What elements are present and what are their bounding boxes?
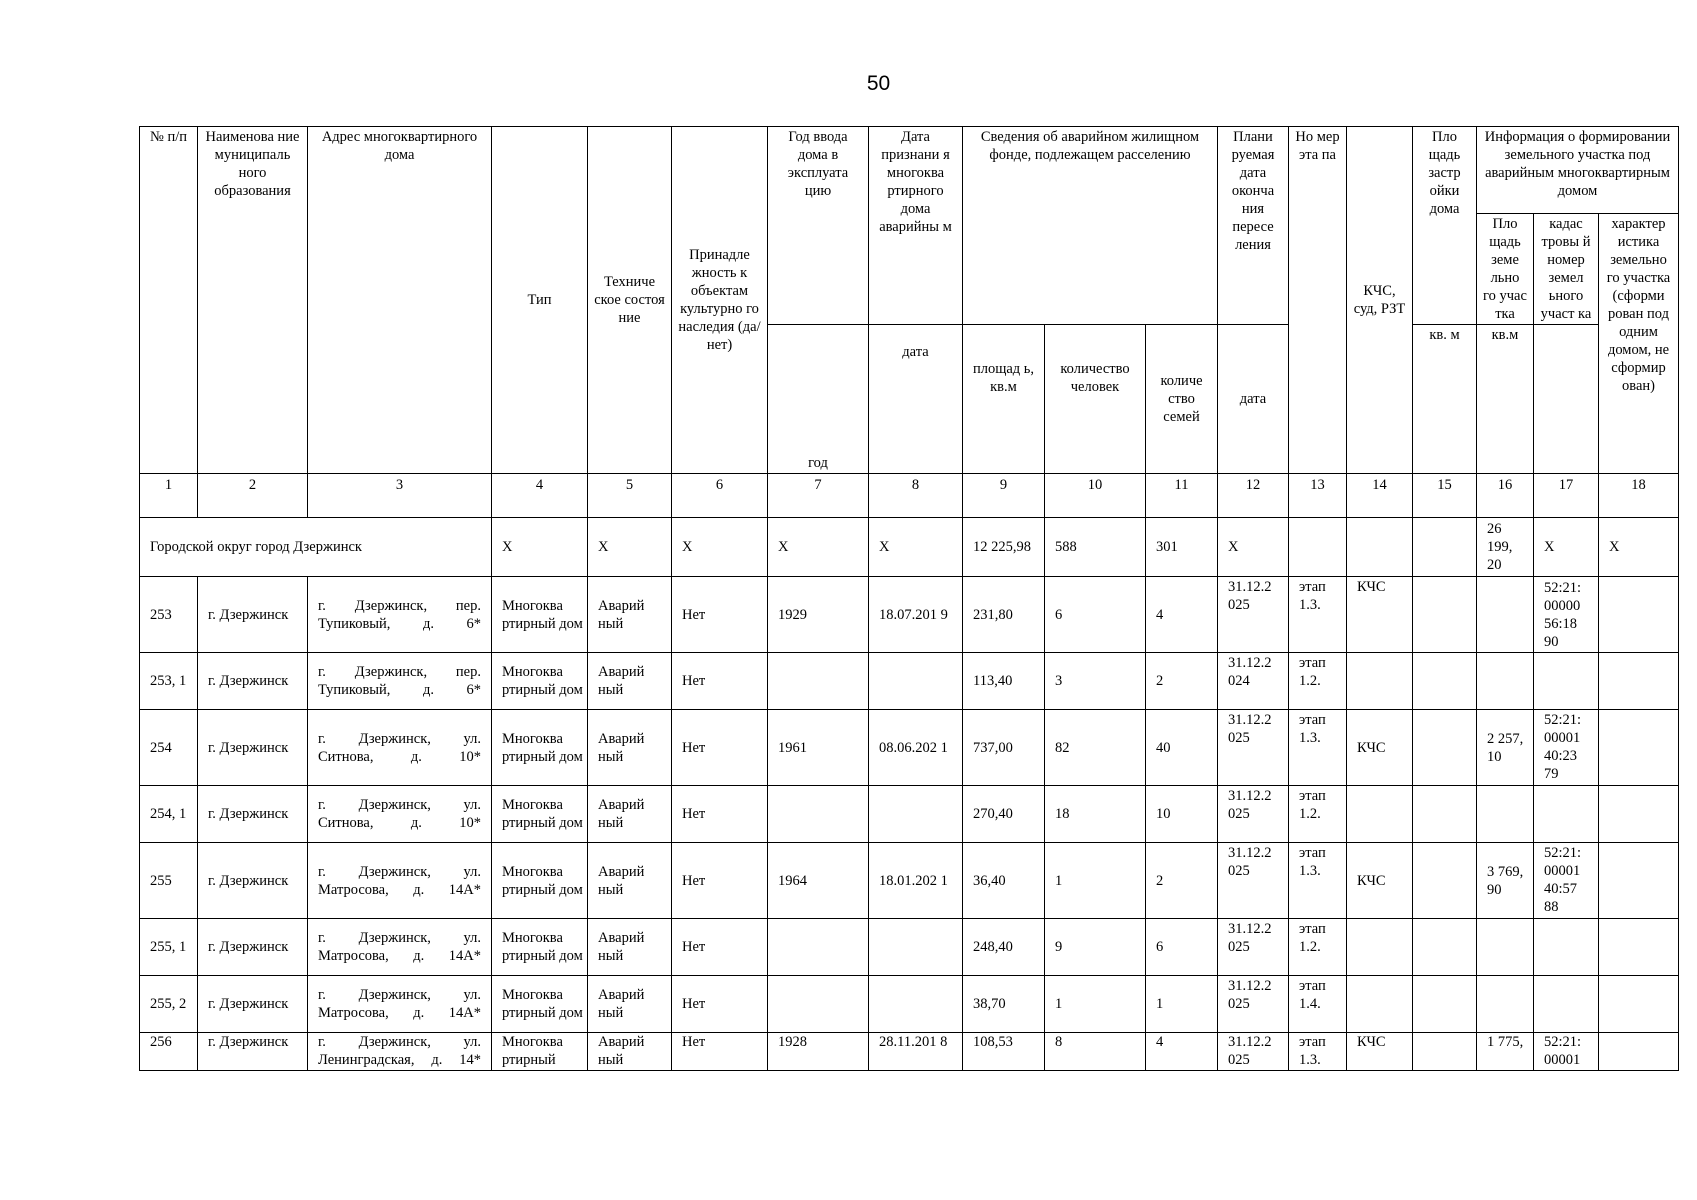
row-year: 1929: [768, 577, 869, 653]
row-date: 28.11.201 8: [869, 1033, 963, 1071]
row-address: г. Дзержинск, ул. Матросова, д. 14А*: [308, 843, 492, 919]
row-plan-date: 31.12.2 025: [1218, 577, 1289, 653]
row-municipality: г. Дзержинск: [198, 710, 308, 786]
row-people: 1: [1045, 976, 1146, 1033]
row-stage: этап 1.3.: [1289, 577, 1347, 653]
summary-stage: [1289, 518, 1347, 577]
table-row: [140, 577, 1679, 653]
header-group-9-11: Сведения об аварийном жилищном фонде, подлежащем расселению: [963, 127, 1218, 325]
row-land-area: [1477, 976, 1534, 1033]
header-col-9: площад ь, кв.м: [963, 325, 1045, 474]
summary-type: X: [492, 518, 588, 577]
column-number: 1: [140, 474, 198, 518]
row-state: Аварий ный: [588, 919, 672, 976]
table-row: [140, 843, 1679, 919]
row-area: 38,70: [963, 976, 1045, 1033]
table-row: [140, 653, 1679, 710]
header-col-12-sub: дата: [1218, 325, 1289, 474]
row-number: 253, 1: [140, 653, 198, 710]
header-group-16-18: Информация о формировании земельного участка под аварийным многоквартирным домом: [1477, 127, 1679, 214]
row-municipality: г. Дзержинск: [198, 976, 308, 1033]
column-number: 7: [768, 474, 869, 518]
row-address: г. Дзержинск, пер. Тупиковый, д. 6*: [308, 653, 492, 710]
row-heritage: Нет: [672, 786, 768, 843]
header-col-14: КЧС, суд, РЗТ: [1347, 127, 1413, 474]
row-municipality: г. Дзержинск: [198, 843, 308, 919]
row-plan-date: 31.12.2 025: [1218, 843, 1289, 919]
column-number: 8: [869, 474, 963, 518]
row-heritage: Нет: [672, 653, 768, 710]
row-stage: этап 1.2.: [1289, 786, 1347, 843]
column-number: 13: [1289, 474, 1347, 518]
header-col-11: количе ство семей: [1146, 325, 1218, 474]
summary-area: 12 225,98: [963, 518, 1045, 577]
row-kchs: [1347, 653, 1413, 710]
row-address: г. Дзержинск, ул. Матросова, д. 14А*: [308, 976, 492, 1033]
row-year: 1964: [768, 843, 869, 919]
row-land-area: 2 257, 10: [1477, 710, 1534, 786]
row-address: г. Дзержинск, ул. Ситнова, д. 10*: [308, 710, 492, 786]
row-families: 40: [1146, 710, 1218, 786]
header-col-8-sub: дата: [869, 325, 963, 474]
header-col-6: Принадле жность к объектам культурно го наследия (да/нет): [672, 127, 768, 474]
summary-cadastral: X: [1534, 518, 1599, 577]
row-land-char: [1599, 919, 1679, 976]
row-area: 36,40: [963, 843, 1045, 919]
row-build-area: [1413, 710, 1477, 786]
row-type: Многоква ртирный дом: [492, 653, 588, 710]
row-families: 10: [1146, 786, 1218, 843]
row-municipality: г. Дзержинск: [198, 577, 308, 653]
row-kchs: КЧС: [1347, 1033, 1413, 1071]
row-cadastral: 52:21: 00001: [1534, 1033, 1599, 1071]
row-state: Аварий ный: [588, 843, 672, 919]
header-col-7: Год ввода дома в эксплуата цию: [768, 127, 869, 325]
row-plan-date: 31.12.2 025: [1218, 919, 1289, 976]
row-cadastral: [1534, 919, 1599, 976]
row-heritage: Нет: [672, 843, 768, 919]
row-people: 1: [1045, 843, 1146, 919]
row-date: [869, 786, 963, 843]
summary-kchs: [1347, 518, 1413, 577]
row-area: 108,53: [963, 1033, 1045, 1071]
row-stage: этап 1.3.: [1289, 710, 1347, 786]
row-area: 737,00: [963, 710, 1045, 786]
summary-families: 301: [1146, 518, 1218, 577]
row-municipality: г. Дзержинск: [198, 919, 308, 976]
row-address: г. Дзержинск, ул. Ленинградская, д. 14*: [308, 1033, 492, 1071]
summary-land-char: X: [1599, 518, 1679, 577]
row-stage: этап 1.3.: [1289, 1033, 1347, 1071]
summary-build-area: [1413, 518, 1477, 577]
column-number: 16: [1477, 474, 1534, 518]
row-kchs: КЧС: [1347, 843, 1413, 919]
row-date: 18.01.202 1: [869, 843, 963, 919]
table-row: [140, 710, 1679, 786]
row-date: [869, 653, 963, 710]
header-col-15-sub: кв. м: [1413, 325, 1477, 474]
row-date: [869, 919, 963, 976]
header-col-7-sub: год: [768, 325, 869, 474]
row-cadastral: 52:21: 00001 40:57 88: [1534, 843, 1599, 919]
row-people: 9: [1045, 919, 1146, 976]
header-col-3: Адрес многоквартирного дома: [308, 127, 492, 474]
header-col-18: характер истика земельно го участка (сформи рован под одним домом, не сформир ован): [1599, 214, 1679, 474]
row-heritage: Нет: [672, 1033, 768, 1071]
row-kchs: [1347, 976, 1413, 1033]
column-number: 14: [1347, 474, 1413, 518]
header-col-8: Дата признани я многоква ртирного дома аварийны м: [869, 127, 963, 325]
summary-year: X: [768, 518, 869, 577]
row-people: 6: [1045, 577, 1146, 653]
row-plan-date: 31.12.2 025: [1218, 1033, 1289, 1071]
row-land-area: 1 775,: [1477, 1033, 1534, 1071]
row-people: 3: [1045, 653, 1146, 710]
row-land-char: [1599, 976, 1679, 1033]
row-families: 2: [1146, 843, 1218, 919]
header-col-10: количество человек: [1045, 325, 1146, 474]
row-people: 18: [1045, 786, 1146, 843]
row-families: 2: [1146, 653, 1218, 710]
row-families: 4: [1146, 577, 1218, 653]
summary-date: X: [869, 518, 963, 577]
row-area: 270,40: [963, 786, 1045, 843]
summary-land-area: 26 199, 20: [1477, 518, 1534, 577]
row-families: 6: [1146, 919, 1218, 976]
row-land-char: [1599, 653, 1679, 710]
row-land-char: [1599, 843, 1679, 919]
data-rows: [140, 577, 1679, 1071]
header-col-5: Техниче ское состоя ние: [588, 127, 672, 474]
summary-label: Городской округ город Дзержинск: [140, 518, 492, 577]
row-cadastral: 52:21: 00000 56:18 90: [1534, 577, 1599, 653]
row-date: 08.06.202 1: [869, 710, 963, 786]
header-col-12: Плани руемая дата оконча ния пересе ления: [1218, 127, 1289, 325]
row-address: г. Дзержинск, ул. Матросова, д. 14А*: [308, 919, 492, 976]
header-col-13: Но мер эта па: [1289, 127, 1347, 474]
column-number: 18: [1599, 474, 1679, 518]
row-stage: этап 1.3.: [1289, 843, 1347, 919]
row-type: Многоква ртирный дом: [492, 919, 588, 976]
row-kchs: КЧС: [1347, 577, 1413, 653]
row-land-char: [1599, 786, 1679, 843]
column-number: 5: [588, 474, 672, 518]
summary-people: 588: [1045, 518, 1146, 577]
header-row-1: [140, 127, 1679, 214]
row-state: Аварий ный: [588, 653, 672, 710]
row-land-char: [1599, 577, 1679, 653]
row-type: Многоква ртирный дом: [492, 843, 588, 919]
row-number: 256: [140, 1033, 198, 1071]
row-plan-date: 31.12.2 025: [1218, 786, 1289, 843]
row-type: Многоква ртирный дом: [492, 577, 588, 653]
column-number: 2: [198, 474, 308, 518]
header-col-15: Пло щадь застр ойки дома: [1413, 127, 1477, 325]
header-col-4: Тип: [492, 127, 588, 474]
row-municipality: г. Дзержинск: [198, 786, 308, 843]
row-land-area: [1477, 653, 1534, 710]
row-land-char: [1599, 1033, 1679, 1071]
row-number: 255, 1: [140, 919, 198, 976]
row-build-area: [1413, 653, 1477, 710]
row-plan-date: 31.12.2 025: [1218, 710, 1289, 786]
table-row: [140, 976, 1679, 1033]
row-year: [768, 653, 869, 710]
row-land-area: [1477, 919, 1534, 976]
column-number: 6: [672, 474, 768, 518]
row-land-area: [1477, 577, 1534, 653]
column-number: 15: [1413, 474, 1477, 518]
row-municipality: г. Дзержинск: [198, 1033, 308, 1071]
row-stage: этап 1.4.: [1289, 976, 1347, 1033]
column-number: 9: [963, 474, 1045, 518]
row-state: Аварий ный: [588, 786, 672, 843]
row-address: г. Дзержинск, ул. Ситнова, д. 10*: [308, 786, 492, 843]
row-year: 1928: [768, 1033, 869, 1071]
row-build-area: [1413, 919, 1477, 976]
row-type: Многоква ртирный: [492, 1033, 588, 1071]
row-area: 231,80: [963, 577, 1045, 653]
row-date: 18.07.201 9: [869, 577, 963, 653]
row-land-char: [1599, 710, 1679, 786]
emergency-housing-register-table: [139, 126, 1679, 1071]
column-number-row: [140, 474, 1679, 518]
row-state: Аварий ный: [588, 710, 672, 786]
table-row: [140, 786, 1679, 843]
row-type: Многоква ртирный дом: [492, 976, 588, 1033]
row-number: 254: [140, 710, 198, 786]
row-build-area: [1413, 1033, 1477, 1071]
table-row: [140, 919, 1679, 976]
row-families: 4: [1146, 1033, 1218, 1071]
row-date: [869, 976, 963, 1033]
header-col-16-sub: кв.м: [1477, 325, 1534, 474]
summary-heritage: X: [672, 518, 768, 577]
row-build-area: [1413, 843, 1477, 919]
summary-state: X: [588, 518, 672, 577]
row-type: Многоква ртирный дом: [492, 710, 588, 786]
row-cadastral: [1534, 786, 1599, 843]
row-cadastral: 52:21: 00001 40:23 79: [1534, 710, 1599, 786]
row-land-area: [1477, 786, 1534, 843]
column-number: 10: [1045, 474, 1146, 518]
row-address: г. Дзержинск, пер. Тупиковый, д. 6*: [308, 577, 492, 653]
row-plan-date: 31.12.2 024: [1218, 653, 1289, 710]
header-col-2: Наименова ние муниципаль ного образования: [198, 127, 308, 474]
row-families: 1: [1146, 976, 1218, 1033]
column-number: 12: [1218, 474, 1289, 518]
row-type: Многоква ртирный дом: [492, 786, 588, 843]
row-build-area: [1413, 786, 1477, 843]
row-state: Аварий ный: [588, 1033, 672, 1071]
row-year: 1961: [768, 710, 869, 786]
row-land-area: 3 769, 90: [1477, 843, 1534, 919]
row-people: 8: [1045, 1033, 1146, 1071]
row-number: 253: [140, 577, 198, 653]
column-number: 17: [1534, 474, 1599, 518]
row-people: 82: [1045, 710, 1146, 786]
row-area: 113,40: [963, 653, 1045, 710]
row-state: Аварий ный: [588, 976, 672, 1033]
row-heritage: Нет: [672, 919, 768, 976]
row-kchs: [1347, 786, 1413, 843]
row-stage: этап 1.2.: [1289, 919, 1347, 976]
row-heritage: Нет: [672, 976, 768, 1033]
column-number: 3: [308, 474, 492, 518]
row-cadastral: [1534, 653, 1599, 710]
row-year: [768, 919, 869, 976]
row-kchs: [1347, 919, 1413, 976]
header-col-17: кадас тровы й номер земел ьного участ ка: [1534, 214, 1599, 325]
row-number: 254, 1: [140, 786, 198, 843]
row-year: [768, 976, 869, 1033]
column-number: 11: [1146, 474, 1218, 518]
column-number: 4: [492, 474, 588, 518]
row-cadastral: [1534, 976, 1599, 1033]
table-row: [140, 1033, 1679, 1071]
row-number: 255, 2: [140, 976, 198, 1033]
row-heritage: Нет: [672, 710, 768, 786]
row-kchs: КЧС: [1347, 710, 1413, 786]
row-plan-date: 31.12.2 025: [1218, 976, 1289, 1033]
row-build-area: [1413, 577, 1477, 653]
row-year: [768, 786, 869, 843]
row-area: 248,40: [963, 919, 1045, 976]
row-build-area: [1413, 976, 1477, 1033]
summary-row: [140, 518, 1679, 577]
row-state: Аварий ный: [588, 577, 672, 653]
header-col-16: Пло щадь земе льно го учас тка: [1477, 214, 1534, 325]
row-number: 255: [140, 843, 198, 919]
page-number: 50: [866, 72, 891, 95]
row-stage: этап 1.2.: [1289, 653, 1347, 710]
row-municipality: г. Дзержинск: [198, 653, 308, 710]
row-heritage: Нет: [672, 577, 768, 653]
summary-plan-date: X: [1218, 518, 1289, 577]
header-col-1: № п/п: [140, 127, 198, 474]
